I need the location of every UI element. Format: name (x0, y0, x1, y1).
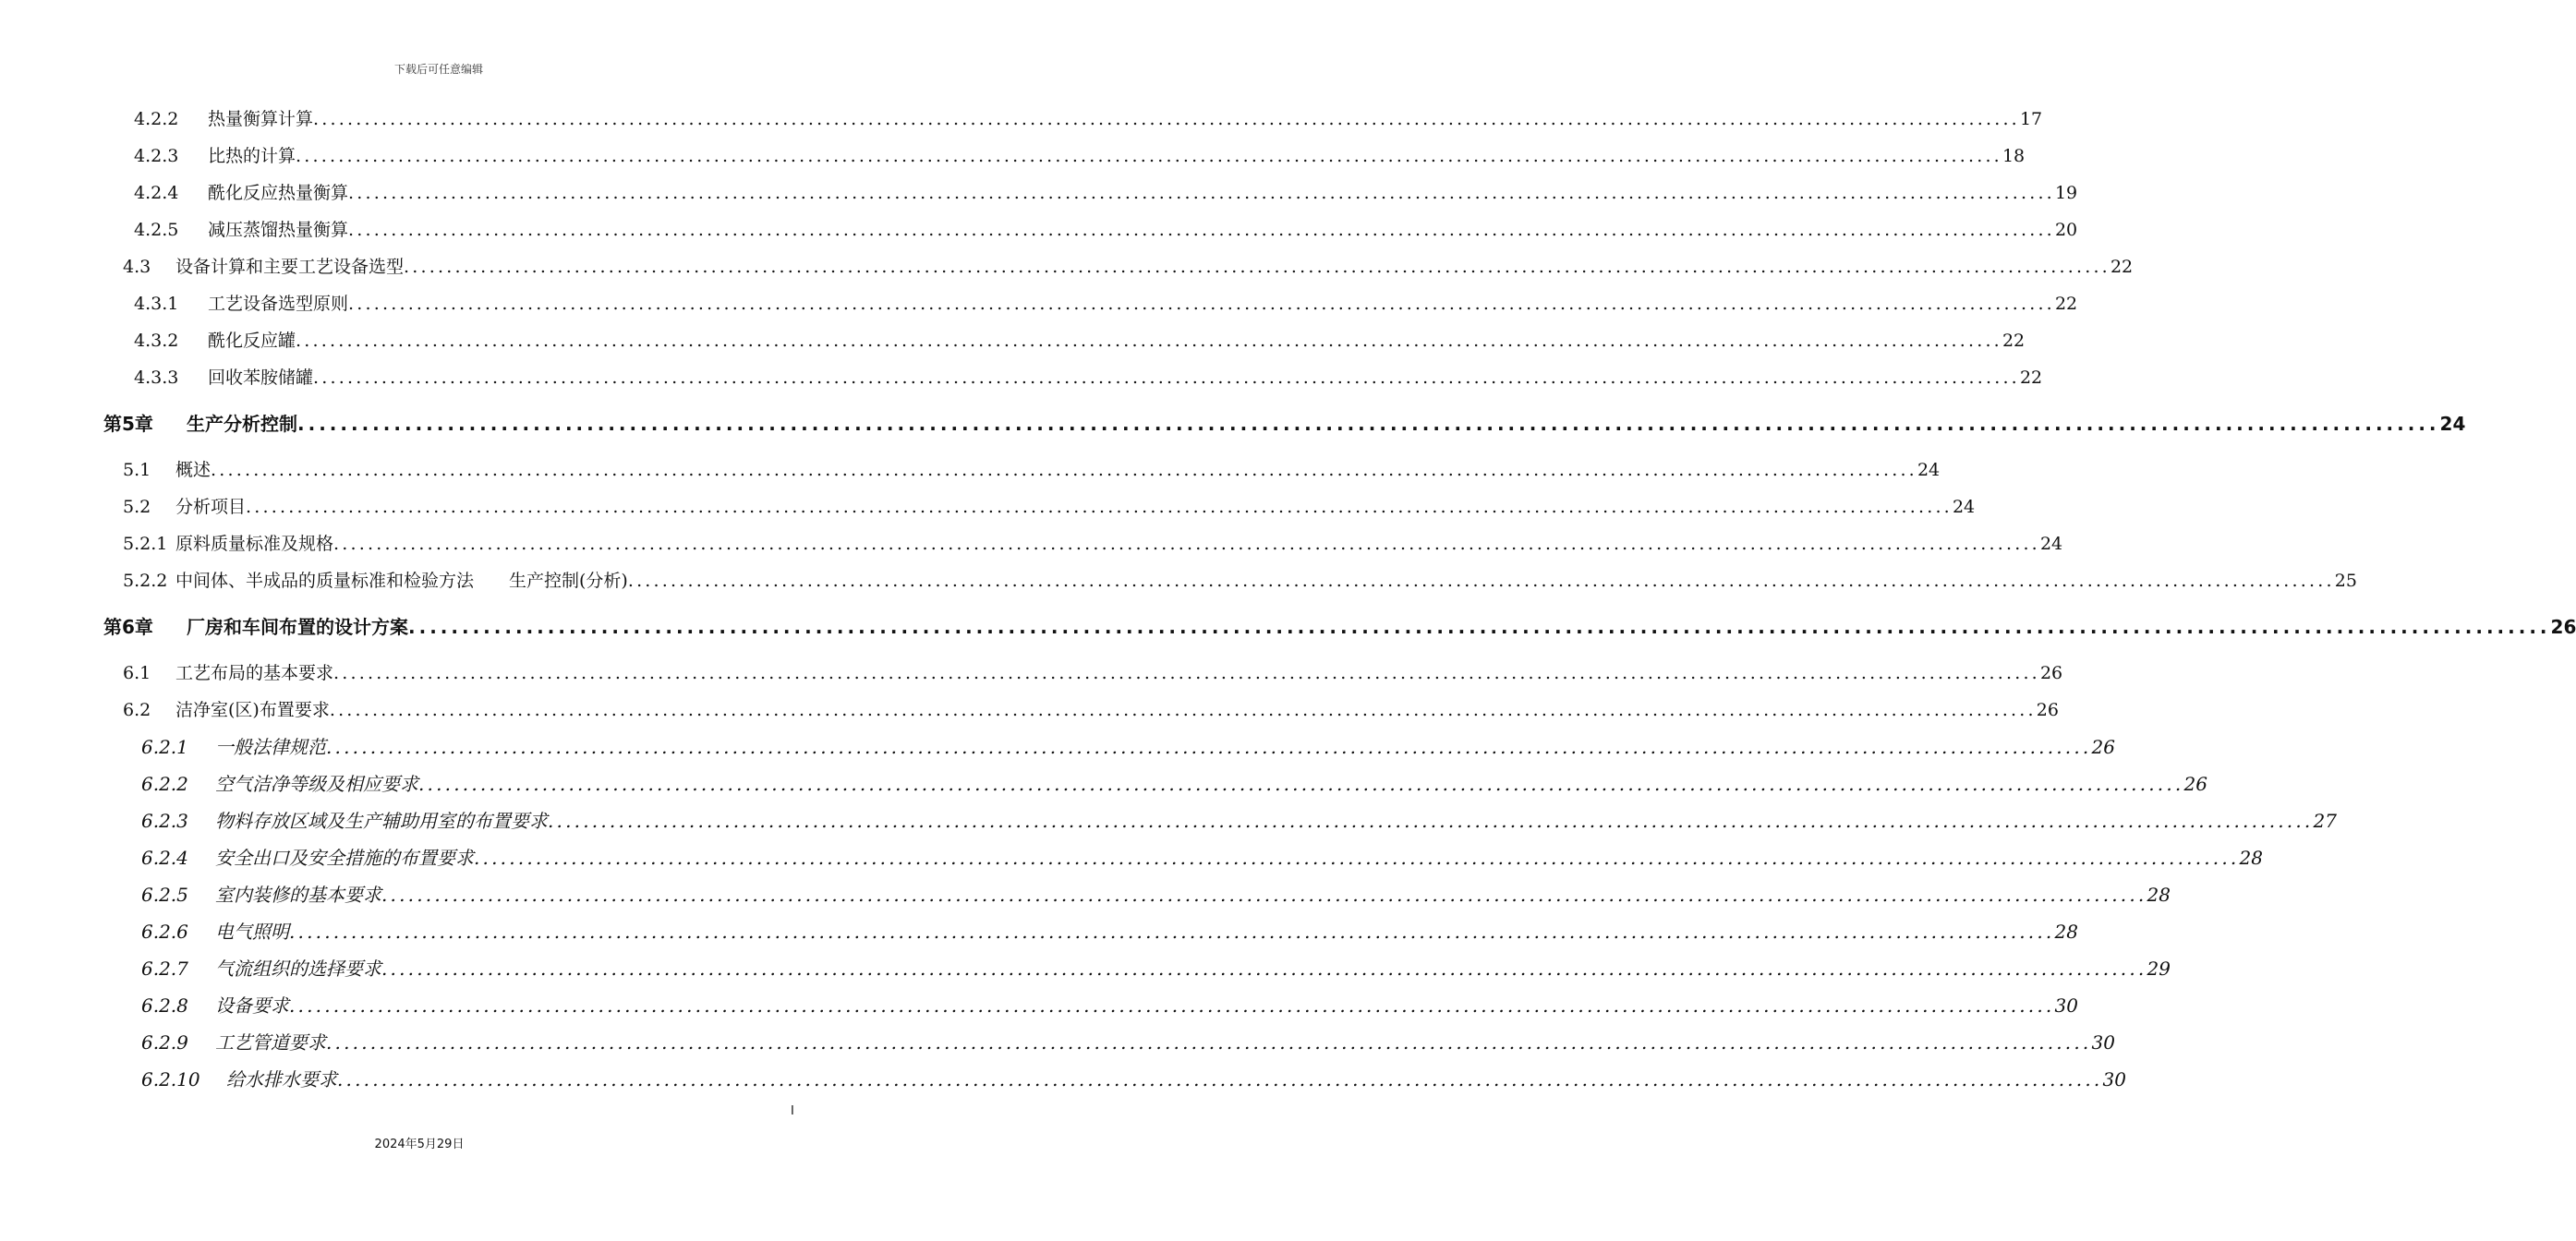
toc-leader-dots: ........................................................................................................................................................................................................ (418, 773, 2184, 795)
toc-leader-dots: ........................................................................................................................................................................................................ (289, 921, 2055, 943)
toc-entry[interactable] (123, 657, 2063, 689)
toc-entry[interactable] (141, 953, 2171, 984)
toc-entry[interactable] (141, 768, 2207, 800)
toc-entry-number: 6.1 (123, 663, 151, 683)
toc-entry-number: 6.2.5 (141, 884, 188, 906)
toc-entry-page: 26 (2036, 700, 2059, 720)
toc-entry-number: 6.2.4 (141, 847, 188, 869)
toc-entry-title: 工艺设备选型原则 (208, 294, 349, 314)
toc-leader-dots: ........................................................................................................................................................................................................ (348, 220, 2055, 240)
toc-leader-dots: ........................................................................................................................................................................................................ (326, 736, 2092, 758)
toc-entry[interactable] (141, 1027, 2115, 1058)
toc-entry[interactable] (141, 731, 2115, 763)
toc-entry-page: 22 (2002, 331, 2026, 351)
toc-entry[interactable] (123, 491, 1976, 523)
toc-entry-title: 厂房和车间布置的设计方案 (187, 616, 408, 638)
toc-entry[interactable] (134, 214, 2078, 246)
toc-entry-title: 回收苯胺储罐 (208, 367, 314, 388)
toc-entry-number: 5.1 (123, 460, 151, 480)
toc-leader-dots: ........................................................................................................................................................................................................ (474, 847, 2240, 869)
toc-entry-title: 酰化反应罐 (208, 331, 296, 351)
toc-entry-number: 4.2.2 (134, 109, 179, 129)
toc-leader-dots: ........................................................................................................................................................................................................ (289, 994, 2055, 1017)
toc-entry[interactable] (123, 528, 2063, 560)
toc-entry[interactable] (141, 916, 2078, 947)
toc-entry-number: 6.2.8 (141, 994, 188, 1017)
toc-entry-title: 空气洁净等级及相应要求 (215, 773, 418, 795)
toc-entry-number: 5.2.2 (123, 571, 168, 591)
toc-entry-title: 工艺布局的基本要求 (175, 663, 334, 683)
toc-leader-dots: ........................................................................................................................................................................................................ (333, 663, 2040, 683)
toc-entry[interactable] (134, 177, 2078, 209)
toc-entry[interactable] (134, 288, 2078, 319)
toc-leader-dots: ........................................................................................................................................................................................................ (404, 257, 2110, 277)
toc-entry-title: 气流组织的选择要求 (215, 958, 381, 980)
toc-leader-dots: ........................................................................................................................................................................................................ (329, 700, 2037, 720)
toc-entry-number: 第6章 (103, 616, 153, 638)
toc-entry[interactable] (123, 454, 1941, 486)
toc-entry[interactable] (141, 990, 2078, 1021)
toc-entry-title: 物料存放区域及生产辅助用室的布置要求 (215, 810, 548, 832)
toc-entry-title: 比热的计算 (208, 146, 296, 166)
toc-entry-page: 26 (2039, 663, 2063, 683)
toc-leader-dots: ........................................................................................................................................................................................................ (326, 1031, 2092, 1054)
toc-entry-page: 17 (2019, 109, 2043, 129)
toc-entry[interactable] (134, 362, 2043, 393)
toc-entry-title: 分析项目 (175, 497, 247, 517)
toc-entry-title: 概述 (175, 460, 212, 480)
toc-leader-dots: ........................................................................................................................................................................................................ (211, 460, 1917, 480)
toc-entry-page: 24 (2039, 534, 2063, 554)
toc-entry-page: 28 (2147, 884, 2171, 906)
toc-leader-dots: ........................................................................................................................................................................................................ (548, 810, 2314, 832)
toc-entry[interactable] (103, 611, 2576, 643)
toc-leader-dots: ........................................................................................................................................................................................................ (348, 183, 2055, 203)
toc-entry-title: 工艺管道要求 (215, 1031, 326, 1054)
toc-entry-title: 电气照明 (215, 921, 289, 943)
toc-entry-number: 6.2.7 (141, 958, 188, 980)
toc-entry-title: 热量衡算计算 (208, 109, 314, 129)
page-footer-date: 2024年5月29日 (374, 1138, 465, 1151)
toc-entry-page: 19 (2054, 183, 2078, 203)
toc-entry-number: 4.2.4 (134, 183, 179, 203)
toc-entry-number: 第5章 (103, 413, 153, 435)
toc-entry-title: 原料质量标准及规格 (175, 534, 334, 554)
toc-entry-page: 28 (2239, 847, 2263, 869)
toc-leader-dots: ........................................................................................................................................................................................................ (381, 958, 2147, 980)
toc-entry-page: 26 (2091, 736, 2115, 758)
toc-entry-page: 18 (2002, 146, 2026, 166)
toc-entry-number: 6.2.9 (141, 1031, 188, 1054)
toc-entry-page: 22 (2110, 257, 2134, 277)
toc-entry-page: 20 (2054, 220, 2078, 240)
toc-leader-dots: ........................................................................................................................................................................................................ (348, 294, 2055, 314)
toc-entry-number: 6.2.1 (141, 736, 188, 758)
toc-entry-title: 中间体、半成品的质量标准和检验方法 生产控制(分析) (175, 571, 628, 591)
toc-leader-dots: ........................................................................................................................................................................................................ (337, 1068, 2103, 1090)
toc-entry-number: 4.3.1 (134, 294, 179, 314)
page-number: I (791, 1104, 794, 1118)
toc-leader-dots: ........................................................................................................................................................................................................ (297, 413, 2440, 435)
toc-entry-number: 5.2 (123, 497, 151, 517)
toc-entry-page: 24 (1952, 497, 1976, 517)
toc-leader-dots: ........................................................................................................................................................................................................ (408, 616, 2551, 638)
toc-entry[interactable] (134, 325, 2026, 356)
toc-entry-page: 28 (2054, 921, 2078, 943)
toc-entry-page: 24 (1917, 460, 1941, 480)
toc-entry-number: 6.2.6 (141, 921, 188, 943)
toc-entry-title: 生产分析控制 (187, 413, 297, 435)
toc-entry[interactable] (141, 879, 2171, 910)
toc-entry-number: 4.3 (123, 257, 151, 277)
toc-leader-dots: ........................................................................................................................................................................................................ (333, 534, 2040, 554)
toc-leader-dots: ........................................................................................................................................................................................................ (246, 497, 1953, 517)
toc-entry-title: 设备要求 (215, 994, 289, 1017)
toc-entry[interactable] (134, 140, 2026, 172)
toc-entry-page: 30 (2054, 994, 2078, 1017)
toc-entry[interactable] (103, 408, 2466, 440)
toc-entry-page: 22 (2019, 367, 2043, 388)
toc-entry[interactable] (123, 251, 2134, 283)
toc-entry-page: 26 (2183, 773, 2207, 795)
toc-entry-number: 4.3.2 (134, 331, 179, 351)
toc-entry-title: 给水排水要求 (226, 1068, 337, 1090)
toc-entry-number: 4.2.5 (134, 220, 179, 240)
toc-entry[interactable] (134, 103, 2043, 135)
toc-leader-dots: ........................................................................................................................................................................................................ (296, 146, 2002, 166)
toc-entry-page: 30 (2102, 1068, 2126, 1090)
toc-entry-title: 减压蒸馏热量衡算 (208, 220, 349, 240)
toc-entry[interactable] (123, 694, 2059, 726)
toc-entry-title: 室内装修的基本要求 (215, 884, 381, 906)
toc-entry-number: 6.2.2 (141, 773, 188, 795)
toc-entry-page: 29 (2147, 958, 2171, 980)
toc-leader-dots: ........................................................................................................................................................................................................ (381, 884, 2147, 906)
toc-entry-number: 6.2.3 (141, 810, 188, 832)
toc-leader-dots: ........................................................................................................................................................................................................ (313, 109, 2020, 129)
toc-entry-number: 5.2.1 (123, 534, 168, 554)
toc-entry[interactable] (141, 842, 2263, 874)
toc-entry-page: 22 (2054, 294, 2078, 314)
toc-entry-page: 26 (2550, 616, 2576, 638)
toc-entry-page: 24 (2439, 413, 2466, 435)
toc-leader-dots: ........................................................................................................................................................................................................ (627, 571, 2335, 591)
toc-entry-number: 6.2 (123, 700, 151, 720)
toc-entry-page: 30 (2091, 1031, 2115, 1054)
toc-entry-title: 设备计算和主要工艺设备选型 (175, 257, 405, 277)
toc-entry[interactable] (141, 805, 2337, 837)
toc-leader-dots: ........................................................................................................................................................................................................ (296, 331, 2002, 351)
page-header: 下载后可任意编辑 (393, 63, 483, 76)
toc-entry-number: 6.2.10 (141, 1068, 200, 1090)
toc-entry-title: 一般法律规范 (215, 736, 326, 758)
toc-entry-number: 4.2.3 (134, 146, 179, 166)
toc-entry[interactable] (123, 565, 2357, 596)
toc-entry-page: 27 (2313, 810, 2337, 832)
toc-entry-page: 25 (2334, 571, 2357, 591)
toc-entry[interactable] (141, 1064, 2126, 1095)
toc-leader-dots: ........................................................................................................................................................................................................ (313, 367, 2020, 388)
toc-entry-title: 酰化反应热量衡算 (208, 183, 349, 203)
toc-entry-title: 洁净室(区)布置要求 (175, 700, 330, 720)
toc-entry-title: 安全出口及安全措施的布置要求 (215, 847, 474, 869)
toc-entry-number: 4.3.3 (134, 367, 179, 388)
